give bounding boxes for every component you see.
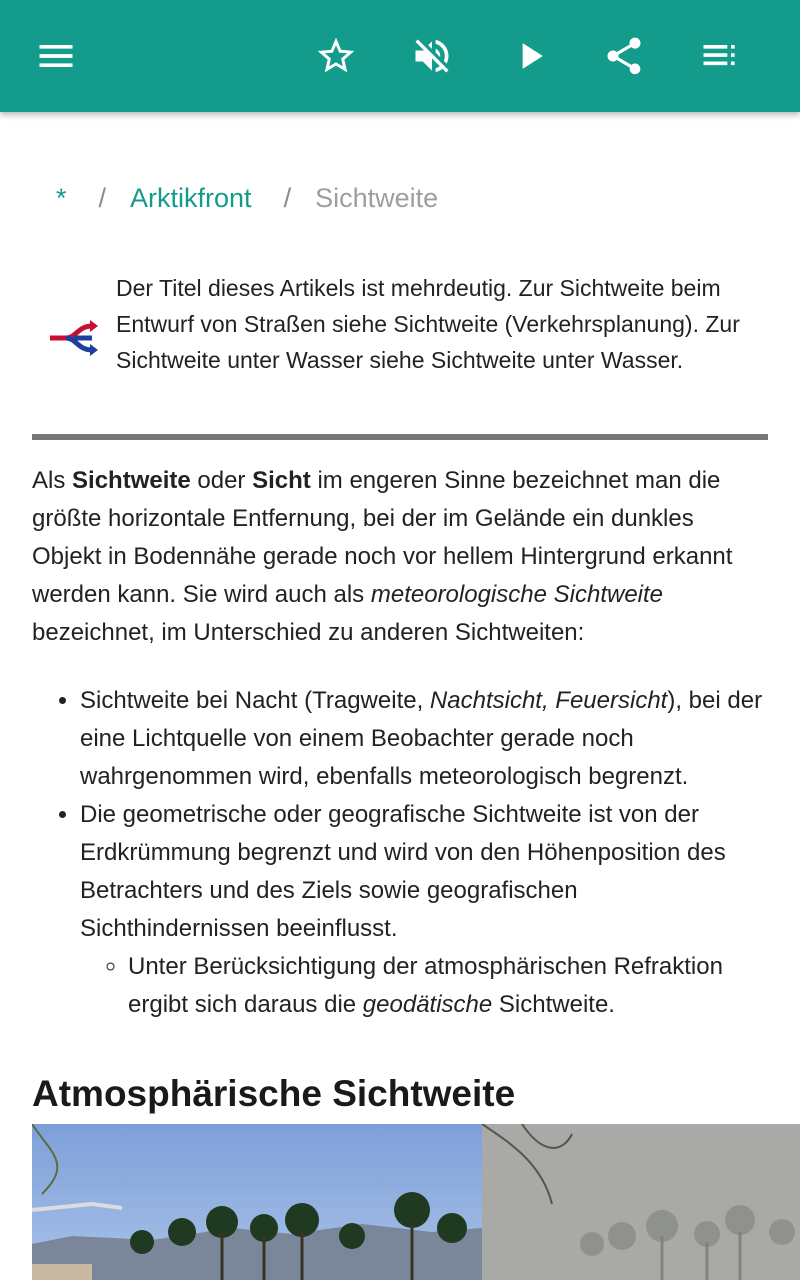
hatnote-text: Der Titel dieses Artikels ist mehrdeutig. Zur Sichtweite beim Entwurf von Straßen siehe [116,275,721,337]
sub-list [80,948,768,1024]
sichtweite-list [32,682,768,1024]
hatnote-text: . [676,347,684,373]
text: im engeren Sinne bezeichnet man die größte horizontale Entfernung, bei der im Gelände ein dunkles Objekt in Bodennähe gerade noch vor hellem Hintergrund erkannt werden kann. Sie wird auch als [32,467,733,608]
italic-term: meteorologische Sichtweite [370,581,664,608]
app-toolbar [0,0,800,112]
list-item [80,796,768,1024]
breadcrumb [56,180,438,220]
contents-button[interactable] [692,28,748,84]
section-heading: Atmosphärische Sichtweite [32,1073,516,1114]
share-icon [602,34,646,78]
text: ), bei der eine Lichtquelle von einem Beobachter gerade noch wahrgenommen wird, ebenfalls meteorologisch begrenzt. [80,687,763,790]
breadcrumb-separator: / [283,183,292,213]
play-button[interactable] [502,28,558,84]
article-body [32,462,768,1024]
disambiguation-note [32,270,768,378]
italic-term: geodätische [362,991,493,1018]
link-sichtweite-unter-wasser[interactable]: Sichtweite unter Wasser [430,347,677,373]
share-button[interactable] [596,28,652,84]
text: Die geometrische oder geografische Sichtweite ist von der Erdkrümmung begrenzt und wird von den Höhenposition des Betrachters und des Ziels sowie geografischen Sichthindernissen beeinflusst. [80,801,726,942]
bold-term: Sicht [252,467,311,494]
italic-term: Nachtsicht, Feuersicht [429,687,668,714]
link-sichtweite-verkehrsplanung[interactable]: Sichtweite (Verkehrsplanung) [393,311,693,337]
play-icon [508,34,552,78]
text: bezeichnet, im Unterschied zu anderen Sichtweiten: [32,619,585,646]
menu-button[interactable] [28,28,84,84]
list-item [80,682,768,796]
text: Unter Berücksichtigung der atmosphärischen Refraktion ergibt sich daraus die [128,953,723,1018]
text: Als [32,467,73,494]
disambiguation-icon [46,318,100,358]
clear-view-photo[interactable] [32,1124,482,1280]
breadcrumb-root[interactable]: * [56,183,67,213]
disambiguation-text [116,270,768,378]
bold-term: Sichtweite [72,467,191,494]
hatnote-text: . Zur Sichtweite unter Wasser siehe [116,311,740,373]
menu-icon [34,34,78,78]
divider [32,434,768,440]
favorite-button[interactable] [308,28,364,84]
breadcrumb-current: Sichtweite [315,183,439,213]
foggy-view-photo[interactable] [482,1124,800,1280]
breadcrumb-parent[interactable]: Arktikfront [130,183,252,213]
intro-paragraph [32,462,768,652]
mute-button[interactable] [404,28,460,84]
sub-list-item [128,948,768,1024]
playlist-icon [698,34,742,78]
text: Sichtweite. [492,991,615,1018]
text: Sichtweite bei Nacht (Tragweite, [80,687,430,714]
star-outline-icon [314,34,358,78]
text: oder [190,467,253,494]
volume-off-icon [410,34,454,78]
breadcrumb-separator: / [98,183,107,213]
